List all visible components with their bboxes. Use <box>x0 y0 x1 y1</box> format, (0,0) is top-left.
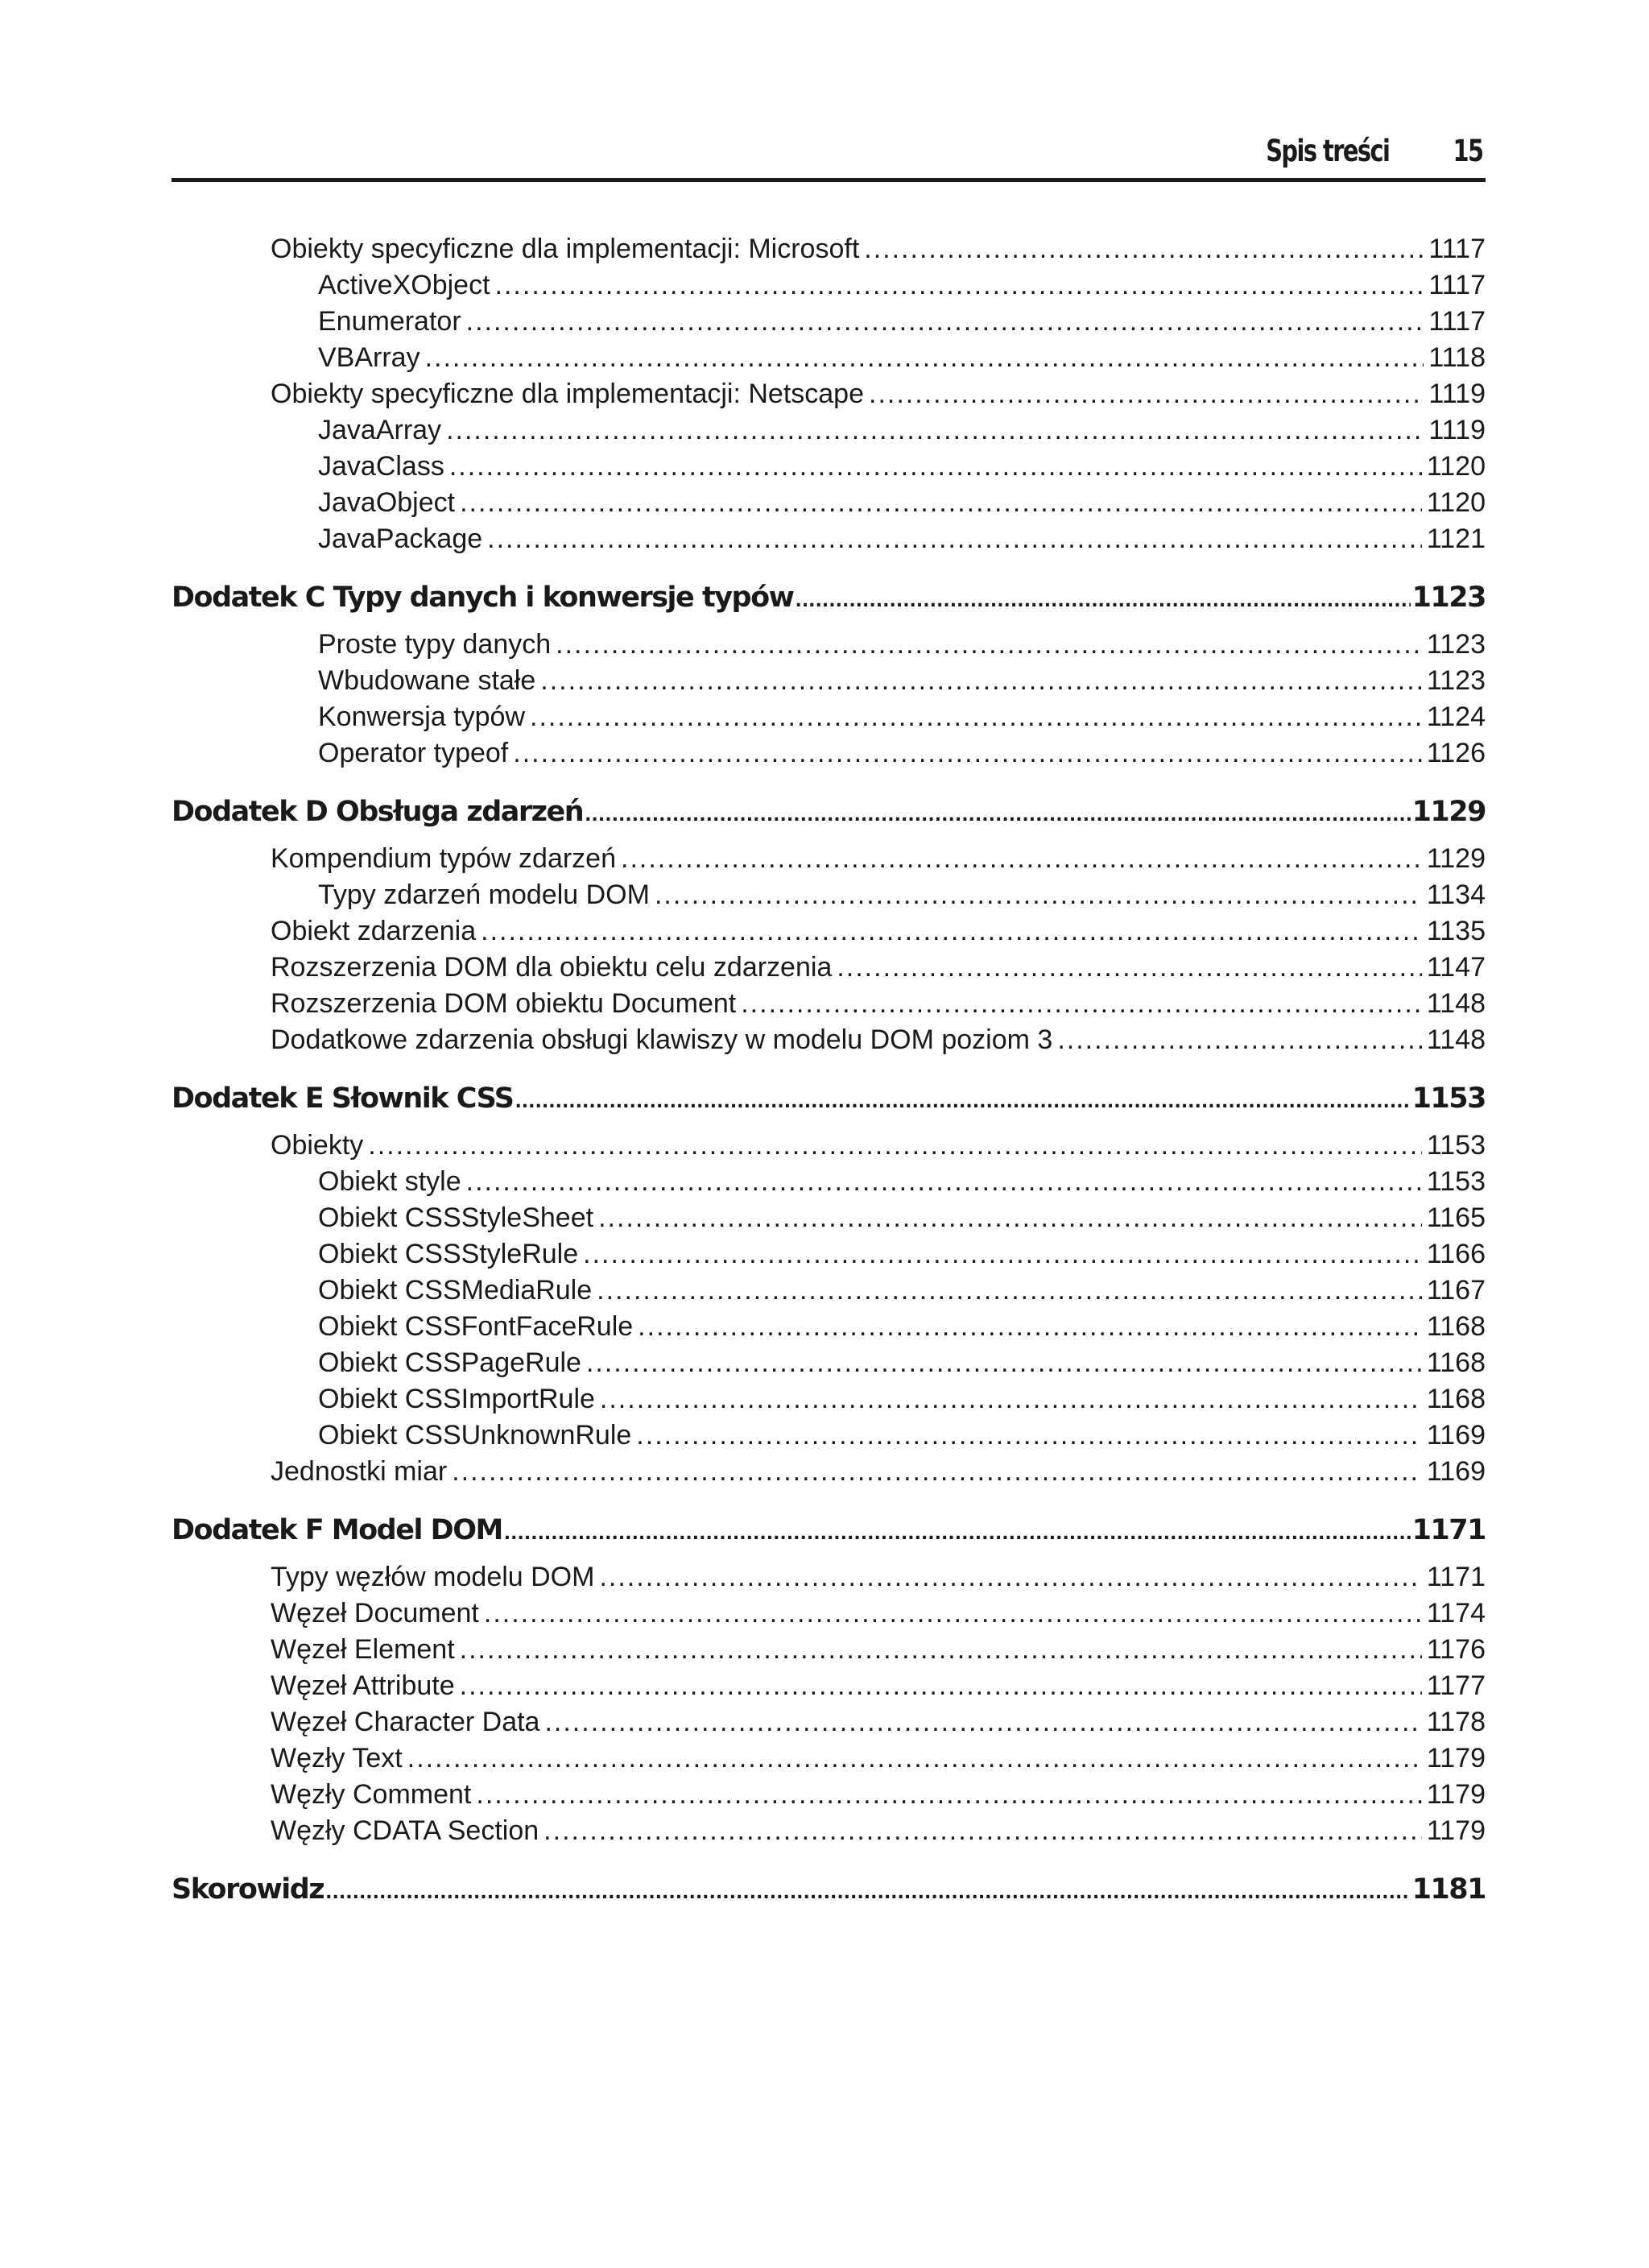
dot-leader <box>368 1128 1422 1164</box>
toc-entry-page: 1120 <box>1426 487 1486 518</box>
toc-entry-page: 1179 <box>1426 1779 1486 1810</box>
toc-chapter-heading[interactable] <box>172 1870 1486 1909</box>
dot-leader <box>484 1595 1422 1632</box>
toc-entry-page: 1179 <box>1426 1815 1486 1846</box>
dot-leader <box>425 340 1424 376</box>
toc-entry-title: Operator typeof <box>318 738 509 768</box>
toc-entry-title: Obiekty <box>271 1130 364 1161</box>
toc-entry[interactable] <box>172 950 1486 986</box>
dot-leader <box>452 1454 1422 1490</box>
dot-leader <box>466 304 1424 340</box>
toc-entry[interactable] <box>172 1418 1486 1454</box>
dot-leader <box>495 267 1424 304</box>
dot-leader <box>598 1200 1422 1236</box>
dot-leader <box>487 521 1422 557</box>
toc-entry-page: 1167 <box>1426 1275 1486 1306</box>
toc-entry-title: Obiekt CSSImportRule <box>318 1384 595 1414</box>
toc-entry[interactable] <box>172 627 1486 663</box>
toc-entry[interactable] <box>172 1200 1486 1236</box>
toc-entry-title: Obiekty specyficzne dla implementacji: Microsoft <box>271 234 860 264</box>
dot-leader <box>869 376 1424 412</box>
toc-entry-page: 1176 <box>1426 1634 1486 1665</box>
toc-chapter-page: 1123 <box>1411 581 1486 614</box>
toc-entry[interactable] <box>172 449 1486 485</box>
toc-entry-page: 1168 <box>1426 1347 1486 1378</box>
toc-entry-title: Enumerator <box>318 306 461 337</box>
toc-entry[interactable] <box>172 1381 1486 1418</box>
toc-entry-title: ActiveXObject <box>318 270 490 300</box>
toc-entry[interactable] <box>172 699 1486 735</box>
toc-entry-page: 1174 <box>1426 1598 1486 1629</box>
dot-leader <box>597 1273 1422 1309</box>
toc-entry-title: Obiekty specyficzne dla implementacji: Netscape <box>271 379 864 409</box>
toc-entry[interactable] <box>172 1559 1486 1595</box>
toc-entry[interactable] <box>172 1668 1486 1704</box>
toc-entry[interactable] <box>172 1740 1486 1777</box>
dot-leader <box>466 1164 1422 1200</box>
toc-entry-title: Obiekt CSSStyleRule <box>318 1239 579 1269</box>
toc-entry-page: 1117 <box>1428 270 1486 300</box>
dot-leader <box>544 1704 1421 1740</box>
toc-entry-page: 1171 <box>1426 1562 1486 1592</box>
toc-entry-page: 1153 <box>1426 1166 1486 1197</box>
toc-chapter-title: Dodatek D Obsługa zdarzeń <box>172 796 584 828</box>
toc-chapter-title: Dodatek F Model DOM <box>172 1514 502 1546</box>
toc-entry[interactable] <box>172 877 1486 913</box>
dot-leader <box>460 1632 1422 1668</box>
toc-chapter-title: Dodatek C Typy danych i konwersje typów <box>172 581 794 614</box>
toc-entry-title: Rozszerzenia DOM obiektu Document <box>271 988 737 1019</box>
toc-entry-title: Węzeł Character Data <box>271 1707 540 1737</box>
toc-entry[interactable] <box>172 1236 1486 1273</box>
toc-entry-page: 1178 <box>1426 1707 1486 1737</box>
dot-leader <box>636 1418 1422 1454</box>
toc-entry-title: Wbudowane stałe <box>318 665 536 696</box>
toc-entry-page: 1148 <box>1426 988 1486 1019</box>
running-header-title: Spis treści <box>1265 134 1389 168</box>
toc-entry-page: 1135 <box>1426 916 1486 946</box>
toc-entry-title: JavaClass <box>318 451 444 482</box>
toc-entry[interactable] <box>172 986 1486 1022</box>
dot-leader <box>556 627 1422 663</box>
dot-leader <box>530 699 1422 735</box>
toc-entry-title: Dodatkowe zdarzenia obsługi klawiszy w modelu DOM poziom 3 <box>271 1024 1053 1055</box>
toc-entry-page: 1129 <box>1426 843 1486 874</box>
dot-leader <box>741 986 1422 1022</box>
toc-entry[interactable] <box>172 231 1486 267</box>
toc-entry-page: 1121 <box>1426 524 1486 554</box>
toc-entry[interactable] <box>172 1309 1486 1345</box>
dot-leader <box>638 1309 1422 1345</box>
toc-entry[interactable] <box>172 663 1486 699</box>
toc-entry-title: JavaPackage <box>318 524 483 554</box>
toc-entry[interactable] <box>172 1454 1486 1490</box>
toc-chapter-heading[interactable] <box>172 1079 1486 1118</box>
toc-chapter-title: Dodatek E Słownik CSS <box>172 1082 514 1115</box>
dot-leader <box>325 1870 1410 1913</box>
toc-entry-title: Obiekt CSSUnknownRule <box>318 1420 632 1451</box>
toc-entry[interactable] <box>172 1704 1486 1740</box>
toc-entry-page: 1117 <box>1428 306 1486 337</box>
toc-entry-title: Węzeł Element <box>271 1634 455 1665</box>
toc-chapter-page: 1153 <box>1411 1082 1486 1115</box>
dot-leader <box>621 841 1422 877</box>
dot-leader <box>1057 1022 1422 1058</box>
toc-entry[interactable] <box>172 913 1486 950</box>
toc-entry[interactable] <box>172 1128 1486 1164</box>
toc-entry-title: Kompendium typów zdarzeń <box>271 843 617 874</box>
toc-entry[interactable] <box>172 1273 1486 1309</box>
toc-entry-page: 1169 <box>1426 1420 1486 1451</box>
dot-leader <box>515 1079 1410 1122</box>
dot-leader <box>600 1381 1422 1418</box>
toc-entry[interactable] <box>172 304 1486 340</box>
dot-leader <box>864 231 1424 267</box>
toc-entry-page: 1168 <box>1426 1384 1486 1414</box>
toc-entry-page: 1148 <box>1426 1024 1486 1055</box>
toc-entry-page: 1169 <box>1426 1456 1486 1487</box>
dot-leader <box>586 1345 1422 1381</box>
toc-entry[interactable] <box>172 1595 1486 1632</box>
dot-leader <box>585 793 1410 835</box>
toc-entry-title: Węzły Text <box>271 1743 403 1773</box>
toc-entry[interactable] <box>172 1777 1486 1813</box>
dot-leader <box>837 950 1422 986</box>
toc-entry-page: 1147 <box>1426 952 1486 983</box>
toc-entry[interactable] <box>172 1345 1486 1381</box>
toc-entry-title: Obiekt CSSPageRule <box>318 1347 581 1378</box>
toc-entry-title: Węzeł Attribute <box>271 1670 455 1701</box>
toc-entry-page: 1153 <box>1426 1130 1486 1161</box>
toc-entry[interactable] <box>172 340 1486 376</box>
toc-entry-title: Obiekt zdarzenia <box>271 916 477 946</box>
dot-leader <box>599 1559 1421 1595</box>
dot-leader <box>540 663 1422 699</box>
toc-entry-title: VBArray <box>318 342 420 373</box>
toc-chapter-page: 1181 <box>1411 1873 1486 1906</box>
toc-entry-title: Proste typy danych <box>318 629 552 660</box>
toc-chapter-page: 1129 <box>1411 796 1486 828</box>
toc-chapter-heading[interactable] <box>172 1511 1486 1550</box>
toc-entry-title: JavaObject <box>318 487 456 518</box>
toc-entry[interactable] <box>172 735 1486 772</box>
toc-entry-page: 1179 <box>1426 1743 1486 1773</box>
running-header <box>172 129 1486 182</box>
toc-entry-title: Typy węzłów modelu DOM <box>271 1562 595 1592</box>
toc-entry-title: Rozszerzenia DOM dla obiektu celu zdarzenia <box>271 952 833 983</box>
dot-leader <box>583 1236 1422 1273</box>
toc-entry[interactable] <box>172 485 1486 521</box>
toc-entry-page: 1166 <box>1426 1239 1486 1269</box>
toc-entry-page: 1134 <box>1426 879 1486 910</box>
toc-entry-page: 1119 <box>1428 415 1486 445</box>
toc-chapter-heading[interactable] <box>172 793 1486 831</box>
page-number: 15 <box>1452 134 1482 168</box>
toc-entry-title: Węzły Comment <box>271 1779 472 1810</box>
toc-entry[interactable] <box>172 412 1486 449</box>
dot-leader <box>449 449 1422 485</box>
dot-leader <box>460 1668 1422 1704</box>
dot-leader <box>543 1813 1422 1849</box>
toc-entry-page: 1168 <box>1426 1311 1486 1342</box>
toc-chapter-title: Skorowidz <box>172 1873 324 1906</box>
toc-entry[interactable] <box>172 376 1486 412</box>
toc-entry[interactable] <box>172 1164 1486 1200</box>
dot-leader <box>476 1777 1422 1813</box>
dot-leader <box>655 877 1422 913</box>
toc-entry-title: Obiekt CSSMediaRule <box>318 1275 593 1306</box>
toc-entry-title: Węzły CDATA Section <box>271 1815 539 1846</box>
toc-entry-title: Węzeł Document <box>271 1598 479 1629</box>
toc-chapter-page: 1171 <box>1411 1514 1486 1546</box>
toc-entry[interactable] <box>172 521 1486 557</box>
toc-entry[interactable] <box>172 841 1486 877</box>
table-of-contents <box>172 231 1486 1918</box>
toc-entry-page: 1123 <box>1426 665 1486 696</box>
dot-leader <box>407 1740 1422 1777</box>
toc-entry-page: 1117 <box>1428 234 1486 264</box>
toc-entry-page: 1118 <box>1428 342 1486 373</box>
toc-entry-title: Konwersja typów <box>318 702 526 732</box>
toc-chapter-heading[interactable] <box>172 578 1486 617</box>
toc-entry-title: Obiekt style <box>318 1166 461 1197</box>
dot-leader <box>460 485 1422 521</box>
dot-leader <box>795 578 1410 621</box>
toc-entry[interactable] <box>172 1022 1486 1058</box>
toc-entry-title: Obiekt CSSStyleSheet <box>318 1202 594 1233</box>
toc-entry-page: 1119 <box>1428 379 1486 409</box>
toc-entry-title: Typy zdarzeń modelu DOM <box>318 879 650 910</box>
toc-entry-page: 1120 <box>1426 451 1486 482</box>
dot-leader <box>513 735 1422 772</box>
dot-leader <box>504 1511 1411 1554</box>
toc-entry[interactable] <box>172 1813 1486 1849</box>
toc-entry-title: JavaArray <box>318 415 442 445</box>
toc-entry-page: 1124 <box>1426 702 1486 732</box>
toc-entry-page: 1123 <box>1426 629 1486 660</box>
toc-entry-page: 1165 <box>1426 1202 1486 1233</box>
toc-entry-page: 1126 <box>1426 738 1486 768</box>
toc-entry[interactable] <box>172 267 1486 304</box>
toc-entry-title: Jednostki miar <box>271 1456 448 1487</box>
toc-entry-page: 1177 <box>1426 1670 1486 1701</box>
dot-leader <box>446 412 1424 449</box>
dot-leader <box>481 913 1422 950</box>
toc-entry-title: Obiekt CSSFontFaceRule <box>318 1311 634 1342</box>
toc-entry[interactable] <box>172 1632 1486 1668</box>
